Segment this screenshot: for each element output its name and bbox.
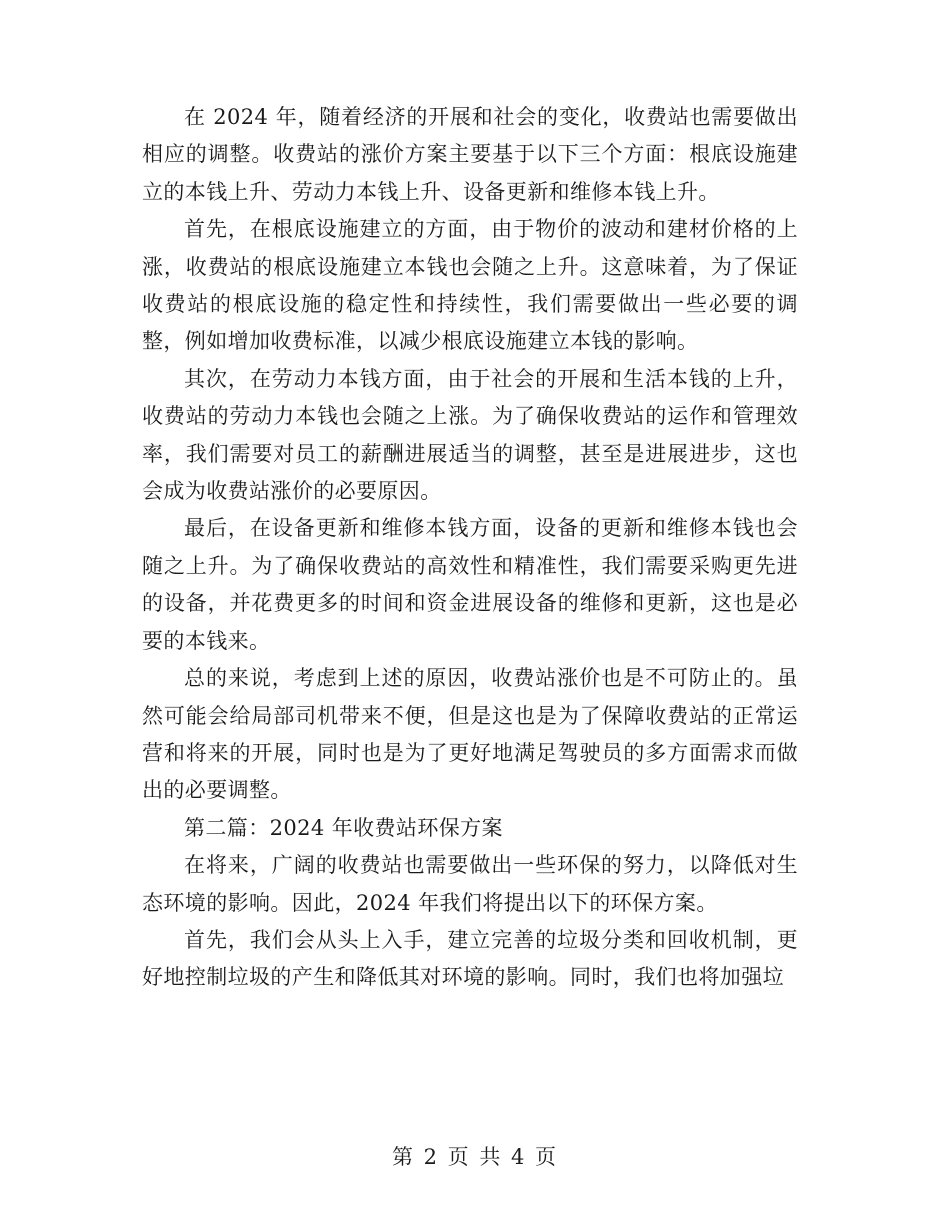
paragraph-labor: 其次，在劳动力本钱方面，由于社会的开展和生活本钱的上升，收费站的劳动力本钱也会随之上涨。为了确保收费站的运作和管理效率，我们需要对员工的薪酬进展适当的调整，甚至是进展进步，这也会成为收费站涨价的必要原因。	[142, 366, 798, 504]
document-body	[142, 99, 798, 997]
paragraph-summary: 总的来说，考虑到上述的原因，收费站涨价也是不可防止的。虽然可能会给局部司机带来不便，但是这也是为了保障收费站的正常运营和将来的开展，同时也是为了更好地满足驾驶员的多方面需求而做出的必要调整。	[142, 666, 798, 803]
section-heading: 第二篇：2024 年收费站环保方案	[184, 815, 503, 840]
paragraph-equipment: 最后，在设备更新和维修本钱方面，设备的更新和维修本钱也会随之上升。为了确保收费站的高效性和精准性，我们需要采购更先进的设备，并花费更多的时间和资金进展设备的维修和更新，这也是必要的本钱来。	[142, 516, 798, 653]
paragraph-intro: 在 2024 年，随着经济的开展和社会的变化，收费站也需要做出相应的调整。收费站的涨价方案主要基于以下三个方面：根底设施建立的本钱上升、劳动力本钱上升、设备更新和维修本钱上升。	[142, 105, 798, 204]
paragraph-env-intro: 在将来，广阔的收费站也需要做出一些环保的努力，以降低对生态环境的影响。因此，2024 年我们将提出以下的环保方案。	[142, 853, 798, 915]
paragraph-env-first: 首先，我们会从头上入手，建立完善的垃圾分类和回收机制，更好地控制垃圾的产生和降低其对环境的影响。同时，我们也将加强垃	[142, 927, 798, 990]
page-number-footer: 第 2 页 共 4 页	[391, 1145, 559, 1169]
paragraph-infrastructure: 首先，在根底设施建立的方面，由于物价的波动和建材价格的上涨，收费站的根底设施建立本钱也会随之上升。这意味着，为了保证收费站的根底设施的稳定性和持续性，我们需要做出一些必要的调整，例如增加收费标准，以减少根底设施建立本钱的影响。	[142, 217, 798, 354]
